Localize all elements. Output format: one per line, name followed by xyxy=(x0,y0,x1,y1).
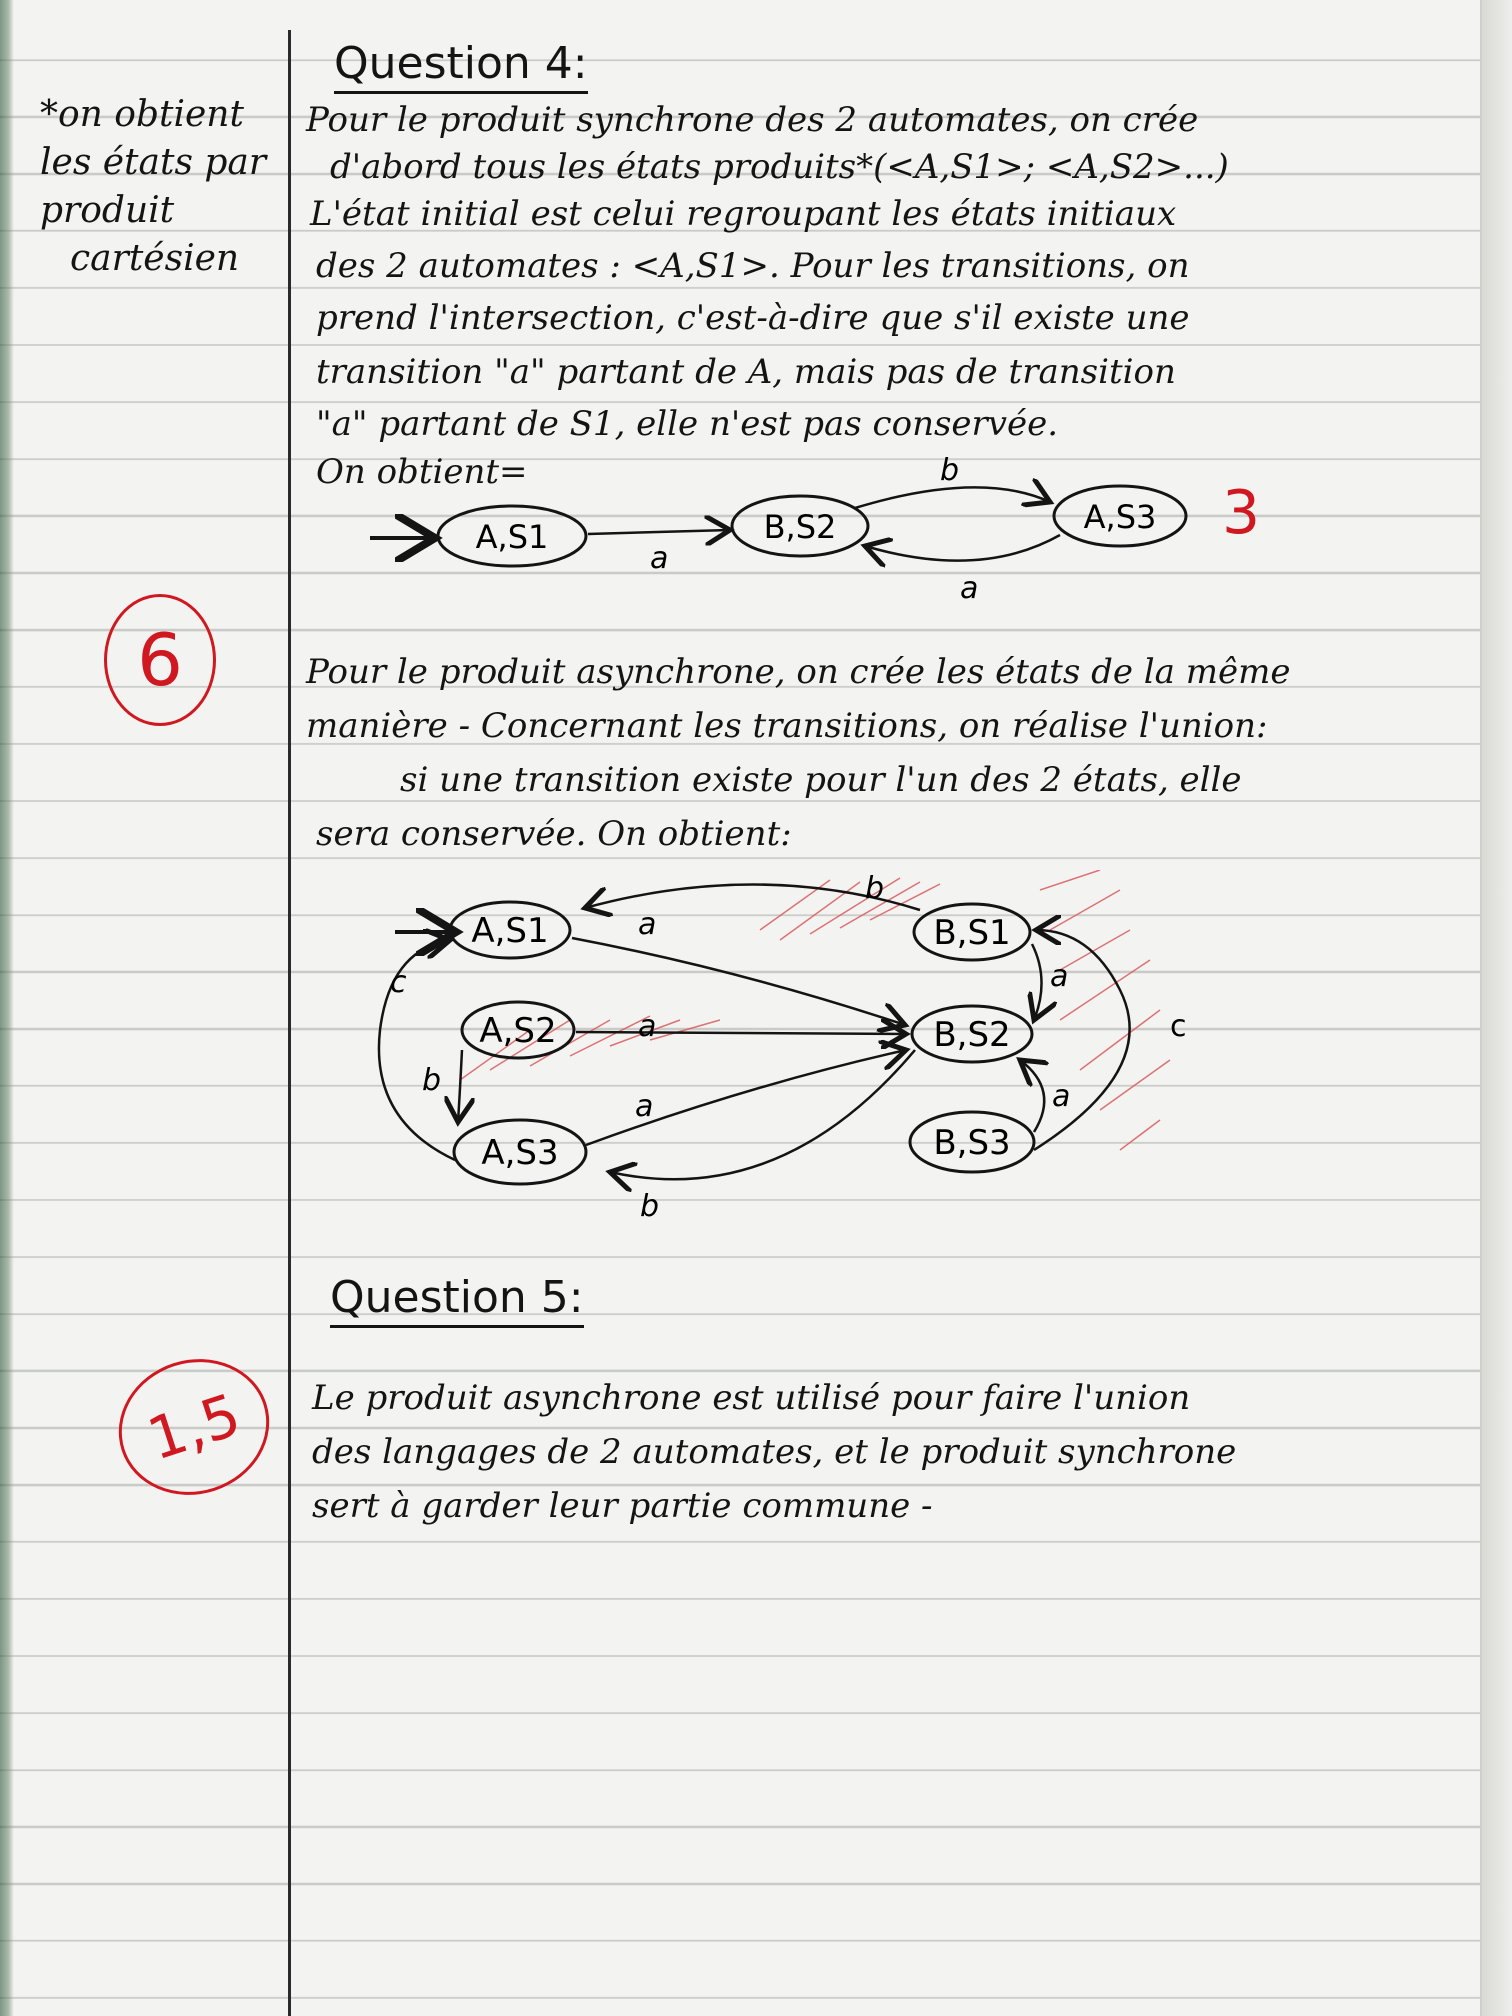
page-edge-shadow xyxy=(0,0,14,2016)
q4-para1-line-5: prend l'intersection, c'est-à-dire que s'il existe une xyxy=(316,298,1190,338)
question-5-title: Question 5: xyxy=(330,1272,584,1323)
grade-question-4: 6 xyxy=(104,594,216,726)
transition-label: c xyxy=(1170,1009,1187,1044)
synchronous-product-diagram xyxy=(360,450,1280,610)
state-label: B,S2 xyxy=(933,1015,1011,1055)
transition-arrow xyxy=(572,938,905,1025)
transition-arrow xyxy=(865,535,1060,561)
q4-para2-line-3: si une transition existe pour l'un des 2 états, elle xyxy=(400,760,1242,800)
transition-arrow xyxy=(1034,930,1130,1150)
q5-line-2: des langages de 2 automates, et le produit synchrone xyxy=(312,1432,1237,1472)
transition-arrow xyxy=(458,1050,462,1122)
transition-arrow xyxy=(610,1050,915,1179)
state-label: A,S1 xyxy=(471,911,549,951)
q4-para1-line-3: L'état initial est celui regroupant les états initiaux xyxy=(310,194,1177,234)
transition-label: a xyxy=(960,571,979,606)
q4-para2-line-2: manière - Concernant les transitions, on réalise l'union: xyxy=(306,706,1268,746)
state-label: A,S3 xyxy=(1083,498,1157,536)
transition-label: a xyxy=(1052,1079,1071,1114)
q4-para2-line-1: Pour le produit asynchrone, on crée les états de la même xyxy=(306,652,1291,692)
state-label: A,S1 xyxy=(475,518,549,556)
margin-note-line-1: *on obtient xyxy=(40,94,244,135)
q4-para2-line-4: sera conservée. On obtient: xyxy=(316,814,792,854)
transition-arrow xyxy=(586,1050,906,1145)
state-label: A,S3 xyxy=(481,1133,559,1173)
transition-label: b xyxy=(640,1189,660,1224)
transition-arrow xyxy=(588,530,730,534)
margin-note-line-3: produit xyxy=(40,190,175,231)
margin-line xyxy=(288,30,291,2016)
grade-question-5: 1,5 xyxy=(101,1340,287,1514)
transition-label: b xyxy=(940,453,960,488)
q5-line-3: sert à garder leur partie commune - xyxy=(312,1486,933,1526)
margin-note-line-4: cartésien xyxy=(70,238,240,279)
question-4-title: Question 4: xyxy=(334,38,588,89)
state-label: B,S3 xyxy=(933,1123,1011,1163)
transition-arrow xyxy=(1032,944,1042,1020)
next-sheet-edge xyxy=(1480,0,1512,2016)
q4-para1-line-4: des 2 automates : <A,S1>. Pour les transitions, on xyxy=(316,246,1190,286)
transition-arrow xyxy=(1020,1060,1044,1132)
state-label: B,S1 xyxy=(933,913,1011,953)
transition-label: b xyxy=(422,1063,442,1098)
transition-label: a xyxy=(638,907,657,942)
state-label: B,S2 xyxy=(763,508,837,546)
transition-label: a xyxy=(635,1089,654,1124)
transition-label: a xyxy=(638,1009,657,1044)
transition-label: c xyxy=(390,965,407,1000)
transition-arrow xyxy=(855,487,1050,508)
transition-label: a xyxy=(650,541,669,576)
asynchronous-product-diagram xyxy=(360,870,1260,1230)
q4-para1-line-8: On obtient= xyxy=(316,452,528,492)
q4-para1-line-6: transition "a" partant de A, mais pas de transition xyxy=(316,352,1176,392)
q4-para1-line-7: "a" partant de S1, elle n'est pas conservée. xyxy=(316,404,1059,444)
transition-arrow xyxy=(576,1032,906,1034)
transition-label: a xyxy=(1050,959,1069,994)
transition-label: b xyxy=(865,871,885,906)
margin-note-line-2: les états par xyxy=(40,142,267,183)
state-label: A,S2 xyxy=(479,1011,557,1051)
q4-para1-line-2: d'abord tous les états produits*(<A,S1>; <A,S2>...) xyxy=(330,147,1229,187)
q5-line-1: Le produit asynchrone est utilisé pour faire l'union xyxy=(312,1378,1191,1418)
q4-para1-line-1: Pour le produit synchrone des 2 automates, on crée xyxy=(306,100,1199,140)
diagram-score-mark: 3 xyxy=(1222,478,1261,548)
